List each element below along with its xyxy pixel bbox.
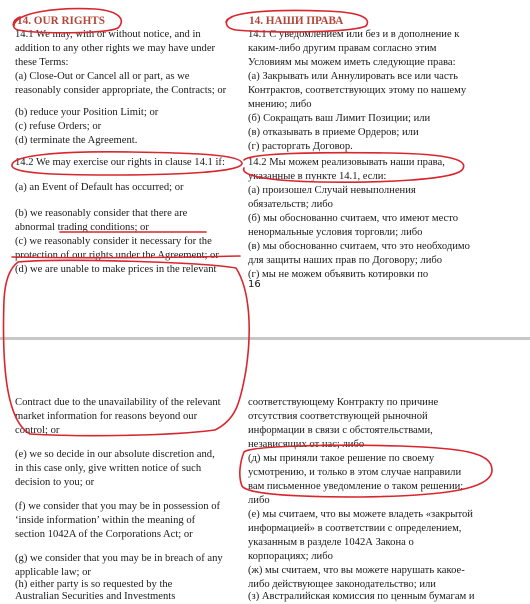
text-line: applicable law; or [15, 567, 91, 578]
text-line: (д) мы приняли такое решение по своему [248, 453, 435, 464]
text-line: каким-либо другим правам согласно этим [248, 43, 437, 54]
text-line: decision to you; or [15, 477, 95, 488]
text-line: (a) Close-Out or Cancel all or part, as we [15, 71, 190, 82]
page-number: 16 [248, 279, 261, 290]
text-line: Условиям мы можем иметь следующие права: [248, 57, 456, 68]
text-line: (в) мы обоснованно считаем, что это необходимо [248, 241, 470, 252]
text-line: (б) мы обоснованно считаем, что имеют место [248, 213, 459, 224]
text-line: ненормальные условия торговли; либо [248, 227, 423, 238]
text-line: (h) either party is so requested by the [15, 579, 173, 590]
page-gap [0, 300, 530, 338]
text-line: addition to any other rights we may have under [15, 43, 216, 54]
text-line: protection of our rights under the Agreement; or [15, 250, 219, 261]
text-line: мнению; либо [248, 99, 312, 110]
text-line: (f) we consider that you may be in possession of [15, 501, 221, 512]
text-line: (а) Закрывать или Аннулировать все или часть [248, 71, 459, 82]
text-line: Australian Securities and Investments [15, 591, 176, 602]
text-line: информации в связи с обстоятельствами, [248, 425, 433, 436]
text-line: (б) Сокращать ваш Лимит Позиции; или [248, 113, 431, 124]
text-line: либо действующее законодательство; или [248, 579, 436, 590]
text-line: in this case only, give written notice of such [15, 463, 202, 474]
text-line: (g) we consider that you may be in breach of any [15, 553, 223, 564]
text-line: 14.2 We may exercise our rights in clause 14.1 if: [15, 157, 225, 168]
text-line: (ж) мы считаем, что вы можете нарушать какое- [248, 565, 465, 576]
text-line: обязательств; либо [248, 199, 333, 210]
text-line: (d) terminate the Agreement. [15, 135, 138, 146]
text-line: (c) refuse Orders; or [15, 121, 102, 132]
text-line: для защиты наших прав по Договору; либо [248, 255, 443, 266]
text-line: (е) мы считаем, что вы можете владеть «закрытой [248, 509, 473, 520]
text-line: (c) we reasonably consider it necessary for the [15, 236, 212, 247]
text-line: 14.2 Мы можем реализовывать наши права, [248, 157, 445, 168]
text-line: соответствующему Контракту по причине [248, 397, 439, 408]
text-line: (e) we so decide in our absolute discretion and, [15, 449, 215, 460]
text-line: 14.1 We may, with or without notice, and in [15, 29, 201, 40]
text-line: (в) отказывать в приеме Ордеров; или [248, 127, 419, 138]
text-line: (г) расторгать Договор. [248, 141, 353, 152]
text-line: вам письменное уведомление о таком решении; [248, 481, 464, 492]
text-line: (г) мы не можем объявить котировки по [248, 269, 429, 280]
text-line: (b) we reasonably consider that there are [15, 208, 188, 219]
text-line: (a) an Event of Default has occurred; or [15, 182, 184, 193]
heading-our-rights: 14. OUR RIGHTS [17, 15, 105, 27]
text-line: ‘inside information’ within the meaning of [15, 515, 196, 526]
text-line: (з) Австралийская комиссия по ценным бумагам и [248, 591, 475, 602]
text-line: указанные в пункте 14.1, если: [248, 171, 387, 182]
heading-nashi-prava: 14. НАШИ ПРАВА [249, 15, 344, 27]
text-line: 14.1 С уведомлением или без и в дополнение к [248, 29, 460, 40]
text-line: (d) we are unable to make prices in the relevant [15, 264, 217, 275]
text-line: (b) reduce your Position Limit; or [15, 107, 159, 118]
text-line: section 1042A of the Corporations Act; or [15, 529, 193, 540]
text-line: control; or [15, 425, 60, 436]
text-line: либо [248, 495, 270, 506]
text-line: reasonably consider appropriate, the Contracts; or [15, 85, 227, 96]
text-line: независящих от нас; либо [248, 439, 365, 450]
text-line: информацией» в соответствии с определением, [248, 523, 462, 534]
text-line: усмотрению, и только в этом случае направили [248, 467, 462, 478]
page-separator [0, 337, 530, 340]
text-line: отсутствия соответствующей рыночной [248, 411, 428, 422]
text-line: market information for reasons beyond our [15, 411, 198, 422]
text-line: these Terms: [15, 57, 69, 68]
text-line: указанным в разделе 1042А Закона о [248, 537, 414, 548]
text-line: Контрактов, соответствующих этому по нашему [248, 85, 467, 96]
text-line: Contract due to the unavailability of the relevant [15, 397, 221, 408]
text-line: abnormal trading conditions; or [15, 222, 149, 233]
text-line: корпорациях; либо [248, 551, 333, 562]
text-line: (а) произошел Случай невыполнения [248, 185, 416, 196]
